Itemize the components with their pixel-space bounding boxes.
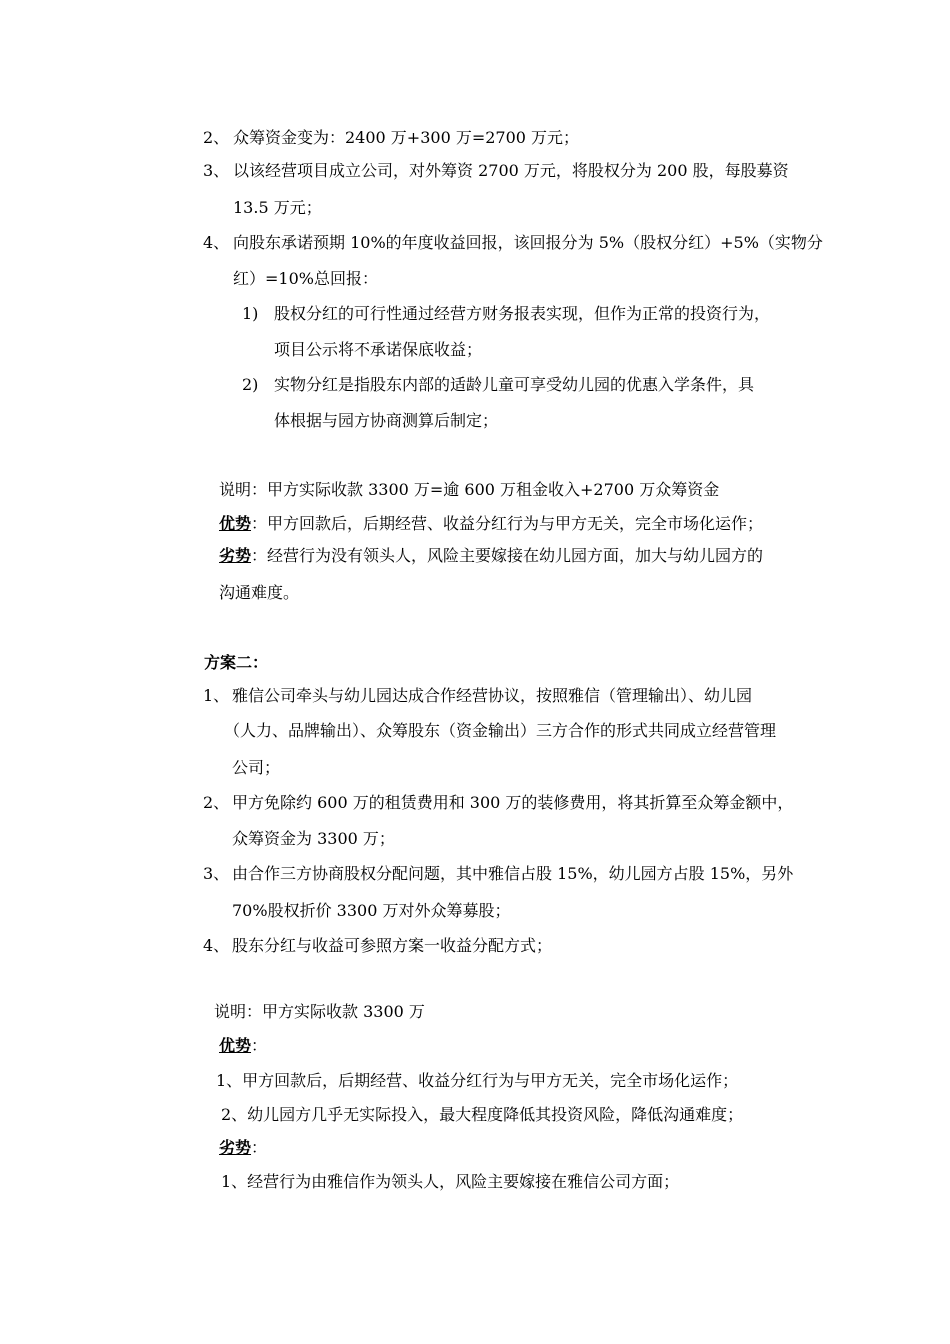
item-text-cont: （人力、品牌输出）、众筹股东（资金输出）三方合作的形式共同成立经营管理 — [224, 721, 777, 740]
item-text: 雅信公司牵头与幼儿园达成合作经营协议，按照雅信（管理输出）、幼儿园 — [232, 686, 753, 705]
item-number: 2、 — [203, 793, 230, 812]
item-number: 4、 — [203, 233, 230, 252]
item-number: 3、 — [203, 864, 230, 883]
item-text-cont: 13.5 万元； — [233, 198, 322, 217]
plan1-disadvantage-cont: 沟通难度。 — [219, 583, 300, 602]
advantage-item: 2、幼儿园方几乎无实际投入，最大程度降低其投资风险，降低沟通难度； — [221, 1105, 744, 1124]
advantage-item: 1、甲方回款后，后期经营、收益分红行为与甲方无关，完全市场化运作； — [216, 1071, 739, 1090]
disadvantage-label: 劣势 — [219, 1138, 252, 1157]
item-text: 向股东承诺预期 10%的年度收益回报，该回报分为 5%（股权分红）+5%（实物分 — [233, 233, 823, 252]
plan2-note: 说明：甲方实际收款 3300 万 — [214, 1002, 425, 1021]
advantage-colon: ： — [251, 1036, 268, 1055]
subitem-number: 2) — [242, 375, 259, 394]
item-text-cont: 红）=10%总回报： — [233, 269, 378, 288]
item-number: 3、 — [203, 161, 230, 180]
plan2-disadvantage-heading — [219, 1138, 267, 1158]
subitem-number: 1) — [242, 304, 259, 323]
plan2-title: 方案二： — [204, 653, 269, 672]
plan2-advantage-heading — [219, 1036, 267, 1056]
subitem-text: 实物分红是指股东内部的适龄儿童可享受幼儿园的优惠入学条件，具 — [274, 375, 755, 394]
disadvantage-text: ：经营行为没有领头人，风险主要嫁接在幼儿园方面，加大与幼儿园方的 — [251, 546, 764, 565]
plan1-disadvantage — [219, 546, 763, 566]
item-number: 1、 — [203, 686, 230, 705]
item-number: 2、 — [203, 128, 230, 147]
subitem-text: 股权分红的可行性通过经营方财务报表实现，但作为正常的投资行为， — [274, 304, 771, 323]
item-text: 股东分红与收益可参照方案一收益分配方式； — [232, 936, 553, 955]
item-text-cont: 众筹资金为 3300 万； — [232, 829, 395, 848]
advantage-text: ：甲方回款后，后期经营、收益分红行为与甲方无关，完全市场化运作； — [251, 514, 764, 533]
item-text: 众筹资金变为：2400 万+300 万=2700 万元； — [233, 128, 580, 147]
plan1-note: 说明：甲方实际收款 3300 万=逾 600 万租金收入+2700 万众筹资金 — [219, 480, 720, 499]
item-text-cont: 公司； — [232, 758, 281, 777]
advantage-label: 优势 — [219, 1036, 252, 1055]
item-text: 甲方免除约 600 万的租赁费用和 300 万的装修费用，将其折算至众筹金额中， — [232, 793, 794, 812]
plan1-advantage — [219, 514, 763, 534]
advantage-label: 优势 — [219, 514, 252, 533]
subitem-text-cont: 项目公示将不承诺保底收益； — [274, 340, 483, 359]
item-text-cont: 70%股权折价 3300 万对外众筹募股； — [232, 901, 511, 920]
disadvantage-colon: ： — [251, 1138, 268, 1157]
item-number: 4、 — [203, 936, 230, 955]
disadvantage-label: 劣势 — [219, 546, 252, 565]
disadvantage-item: 1、经营行为由雅信作为领头人，风险主要嫁接在雅信公司方面； — [221, 1172, 680, 1191]
item-text: 以该经营项目成立公司，对外筹资 2700 万元，将股权分为 200 股，每股募资 — [233, 161, 789, 180]
subitem-text-cont: 体根据与园方协商测算后制定； — [274, 411, 499, 430]
item-text: 由合作三方协商股权分配问题，其中雅信占股 15%，幼儿园方占股 15%，另外 — [232, 864, 794, 883]
